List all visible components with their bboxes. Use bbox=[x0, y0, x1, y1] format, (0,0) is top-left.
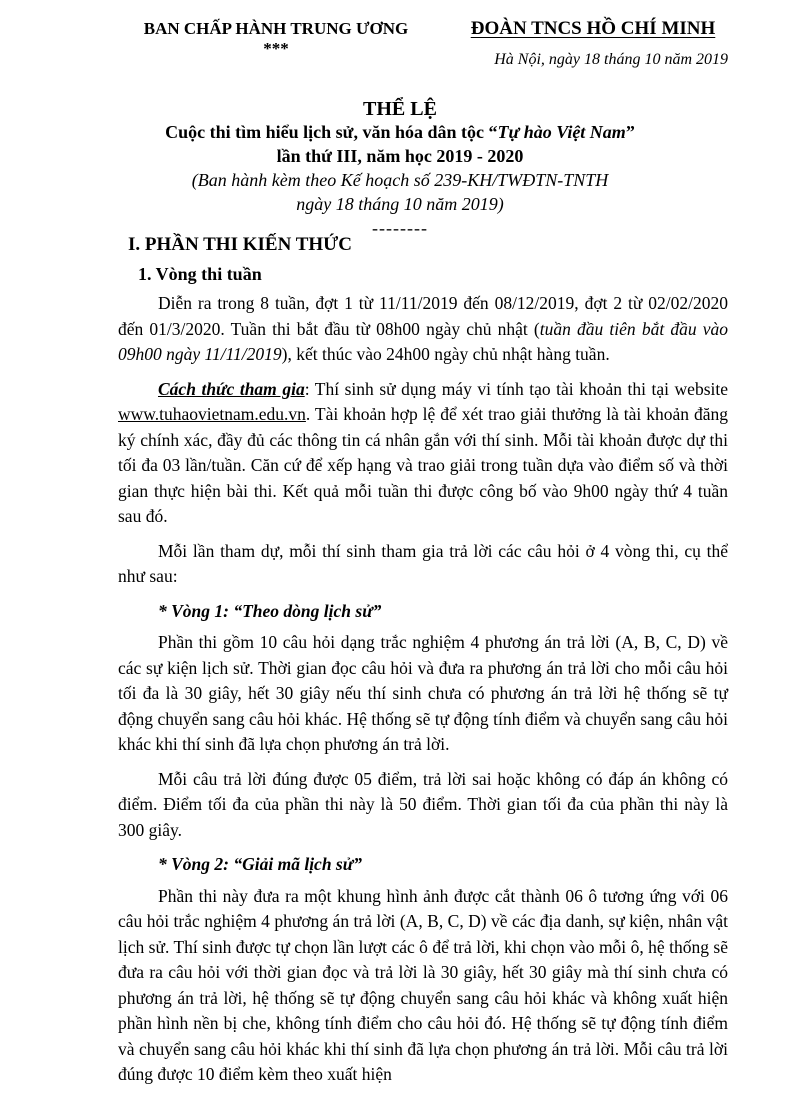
website-link[interactable]: www.tuhaovietnam.edu.vn bbox=[118, 404, 306, 424]
subsection-heading: 1. Vòng thi tuần bbox=[138, 263, 262, 284]
document-date: Hà Nội, ngày 18 tháng 10 năm 2019 bbox=[494, 51, 728, 68]
paragraph-rounds-intro: Mỗi lần tham dự, mỗi thí sinh tham gia trả lời các câu hỏi ở 4 vòng thi, cụ thể như sau: bbox=[118, 540, 728, 586]
organization-name: ĐOÀN TNCS HỒ CHÍ MINH bbox=[470, 18, 716, 39]
subtitle-line-2: lần thứ III, năm học 2019 - 2020 bbox=[276, 146, 524, 166]
round2-heading: * Vòng 2: “Giải mã lịch sử” bbox=[158, 854, 362, 874]
schedule-text-a: Diễn ra trong 8 tuần, đợt 1 từ 11/11/2019 đến 08/12/2019, đợt 2 từ 02/02/2020 đến 01/3/2020. Tuần thi bắt đầu từ 08h00 ngày chủ nhật ( bbox=[118, 293, 728, 339]
participation-text-a: : Thí sinh sử dụng máy vi tính tạo tài khoản thi tại website bbox=[304, 378, 729, 399]
subtitle-line-4: ngày 18 tháng 10 năm 2019) bbox=[296, 194, 504, 214]
section-heading: I. PHẦN THI KIẾN THỨC bbox=[128, 234, 352, 255]
title-divider: -------- bbox=[372, 218, 428, 238]
paragraph-participation bbox=[118, 377, 728, 530]
subtitle-line-1-prefix: Cuộc thi tìm hiểu lịch sử, văn hóa dân tộc “ bbox=[165, 122, 498, 142]
issuing-body: BAN CHẤP HÀNH TRUNG ƯƠNG bbox=[143, 19, 409, 38]
header-stars: *** bbox=[263, 39, 289, 58]
round1-paragraph-2: Mỗi câu trả lời đúng được 05 điểm, trả lời sai hoặc không có đáp án không có điểm. Điểm tối đa của phần thi này là 50 điểm. Thời gian tối đa của phần thi này là 300 giây. bbox=[118, 768, 728, 840]
subtitle-line-1-suffix: ” bbox=[625, 122, 635, 142]
round1-heading: * Vòng 1: “Theo dòng lịch sử” bbox=[158, 600, 382, 621]
header-right bbox=[458, 18, 728, 70]
participation-text-b: . Tài khoản hợp lệ để xét trao giải thưởng là tài khoản đăng ký chính xác, đầy đủ các thông tin cá nhân gắn với thí sinh. Mỗi tài khoản được dự thi tối đa 03 lần/tuần. Căn cứ để xếp hạng và trao giải trong tuần dựa vào điểm số và thời gian thực hiện bài thi. Kết quả mỗi tuần thi được công bố vào 9h00 ngày thứ 4 tuần sau đó. bbox=[118, 404, 728, 526]
subtitle-line-3: (Ban hành kèm theo Kế hoạch số 239-KH/TWĐTN-TNTH bbox=[191, 170, 609, 190]
schedule-text-b: ), kết thúc vào 24h00 ngày chủ nhật hàng tuần. bbox=[281, 344, 610, 364]
document-body bbox=[118, 232, 728, 1097]
contest-name: Tự hào Việt Nam bbox=[497, 122, 626, 142]
round2-paragraph-1: Phần thi này đưa ra một khung hình ảnh được cắt thành 06 ô tương ứng với 06 câu hỏi trắc nghiệm 4 phương án trả lời (A, B, C, D) về các địa danh, sự kiện, nhân vật lịch sử. Thí sinh được tự chọn lần lượt các ô để trả lời, khi chọn vào mỗi ô, hệ thống sẽ đưa ra câu hỏi với thời gian đọc và trả lời là 30 giây, hết 30 giây mà thí sinh chưa có phương án trả lời, hệ thống sẽ tự động chuyển sang câu hỏi khác và không xuất hiện phần hình nền bị che, không tính điểm cho câu hỏi đó. Hệ thống sẽ tự động tính điểm và chuyển sang câu hỏi khác khi thí sinh đã lựa chọn phương án trả lời. Mỗi câu trả lời đúng được 10 điểm kèm theo xuất hiện bbox=[118, 885, 728, 1084]
paragraph-schedule bbox=[118, 291, 728, 368]
document-title: THỂ LỆ bbox=[363, 98, 437, 120]
schedule-note: tuần đầu tiên bắt đầu vào 09h00 ngày 11/11/2019 bbox=[118, 318, 729, 364]
participation-label: Cách thức tham gia bbox=[158, 378, 305, 399]
subtitle-line-1 bbox=[100, 120, 700, 144]
round1-paragraph-1: Phần thi gồm 10 câu hỏi dạng trắc nghiệm 4 phương án trả lời (A, B, C, D) về các sự kiện lịch sử. Thời gian đọc câu hỏi và đưa ra phương án trả lời cho mỗi câu hỏi tối đa là 30 giây, hết 30 giây nếu thí sinh chưa có phương án trả lời hệ thống sẽ tự động chuyển sang câu hỏi khác. Hệ thống sẽ tự động tính điểm và chuyển sang câu hỏi khác khi thí sinh đã lựa chọn phương án trả lời. bbox=[118, 632, 728, 754]
header-left bbox=[128, 18, 424, 58]
document-subtitle bbox=[100, 120, 700, 240]
